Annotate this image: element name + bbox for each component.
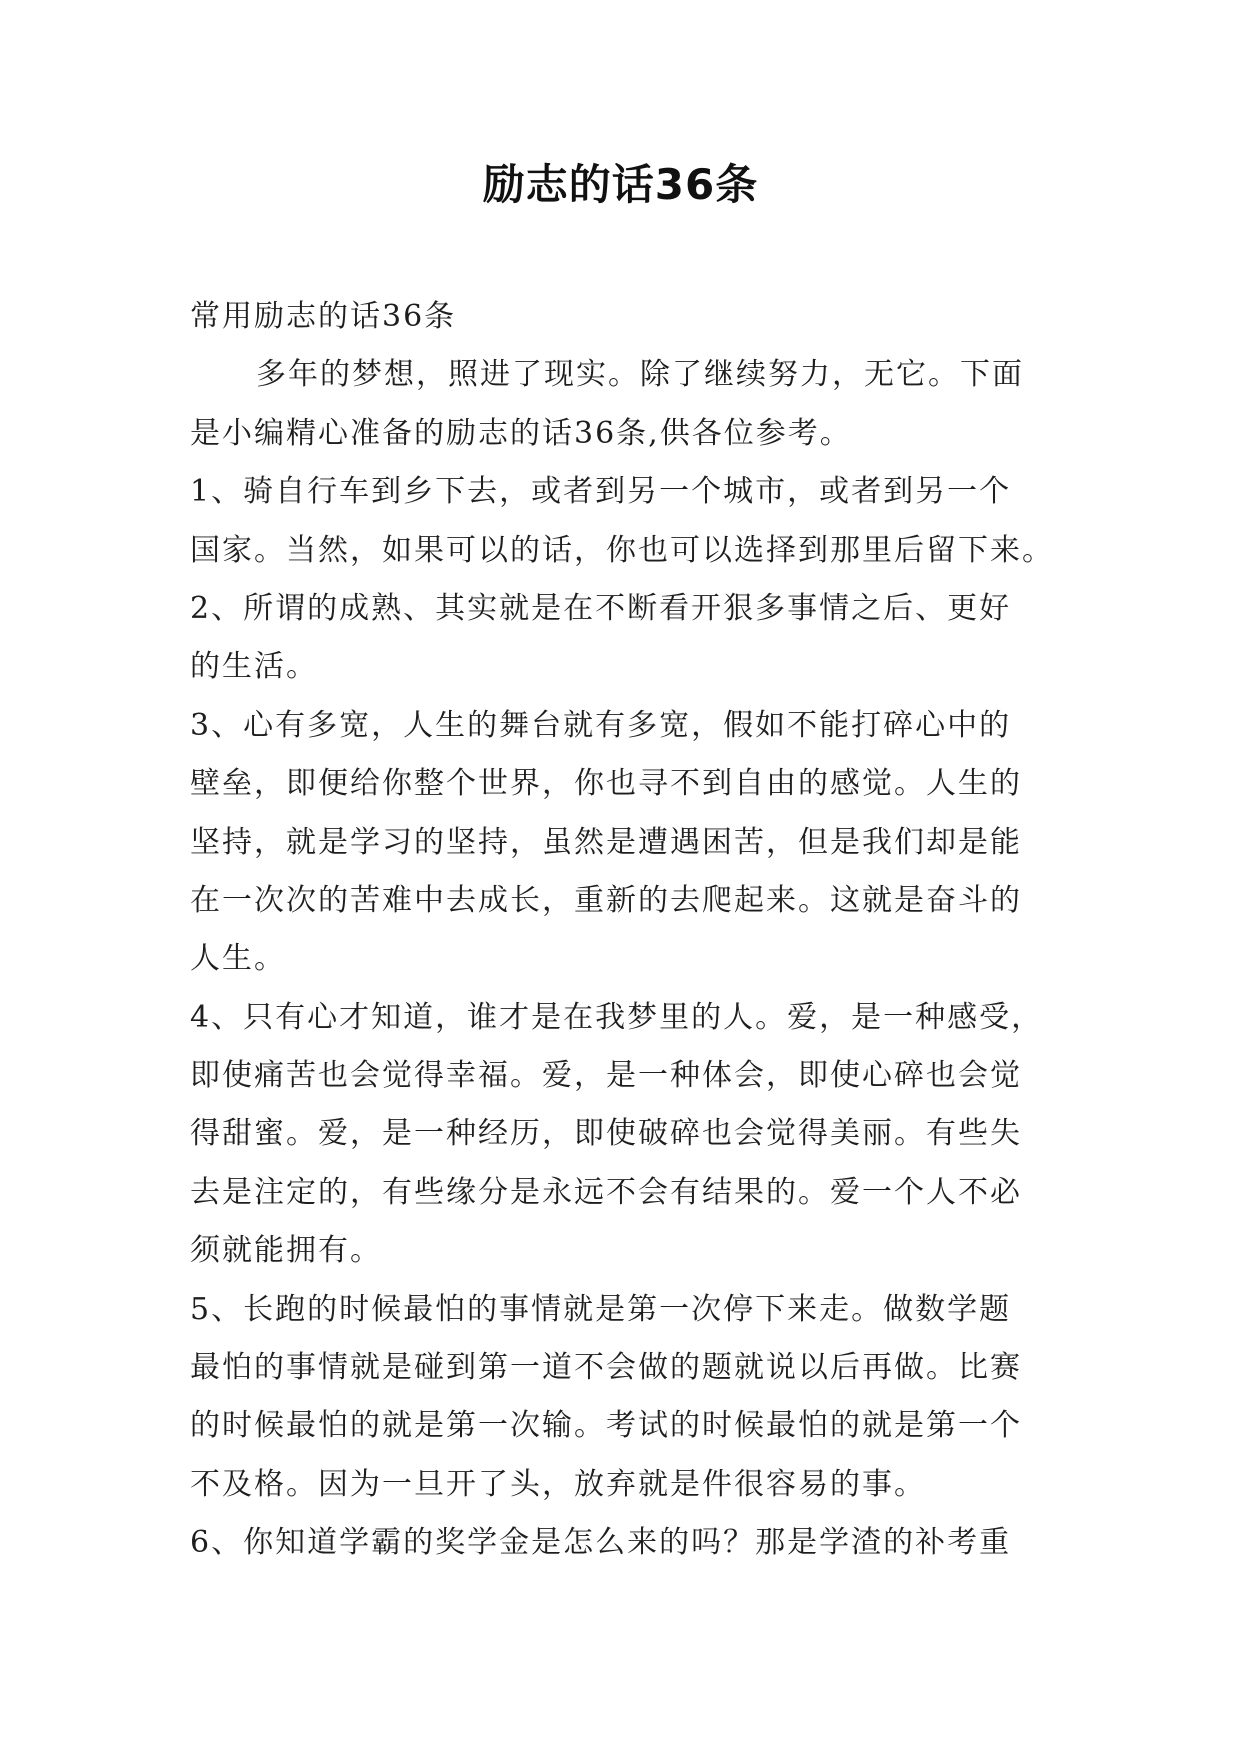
body-line: 的生活。 [190, 649, 318, 685]
body-line: 4、只有心才知道，谁才是在我梦里的人。爱，是一种感受， [190, 999, 1044, 1035]
body-line: 不及格。因为一旦开了头，放弃就是件很容易的事。 [190, 1466, 926, 1502]
body-line: 即使痛苦也会觉得幸福。爱，是一种体会，即使心碎也会觉 [190, 1058, 1022, 1094]
body-line: 多年的梦想，照进了现实。除了继续努力，无它。下面 [256, 357, 1024, 393]
body-line: 须就能拥有。 [190, 1233, 382, 1269]
body-line: 最怕的事情就是碰到第一道不会做的题就说以后再做。比赛 [190, 1350, 1022, 1386]
document-title: 励志的话36条 [482, 160, 759, 209]
body-line: 5、长跑的时候最怕的事情就是第一次停下来走。做数学题 [190, 1291, 1012, 1327]
body-line: 1、骑自行车到乡下去，或者到另一个城市，或者到另一个 [190, 474, 1012, 510]
body-line: 得甜蜜。爱，是一种经历，即使破碎也会觉得美丽。有些失 [190, 1116, 1022, 1152]
body-line: 3、心有多宽，人生的舞台就有多宽，假如不能打碎心中的 [190, 707, 1012, 743]
body-line: 2、所谓的成熟、其实就是在不断看开狠多事情之后、更好 [190, 590, 1012, 626]
document-body [190, 288, 1054, 1573]
body-line: 是小编精心准备的励志的话36条,供各位参考。 [190, 415, 852, 451]
body-line: 壁垒，即便给你整个世界，你也寻不到自由的感觉。人生的 [190, 766, 1022, 802]
body-line: 人生。 [190, 941, 286, 977]
body-line: 坚持，就是学习的坚持，虽然是遭遇困苦，但是我们却是能 [190, 824, 1022, 860]
body-line: 去是注定的，有些缘分是永远不会有结果的。爱一个人不必 [190, 1174, 1022, 1210]
body-line: 在一次次的苦难中去成长，重新的去爬起来。这就是奋斗的 [190, 882, 1022, 918]
body-line: 6、你知道学霸的奖学金是怎么来的吗？那是学渣的补考重 [190, 1525, 1012, 1561]
body-line: 国家。当然，如果可以的话，你也可以选择到那里后留下来。 [190, 532, 1054, 568]
body-line: 的时候最怕的就是第一次输。考试的时候最怕的就是第一个 [190, 1408, 1022, 1444]
body-line: 常用励志的话36条 [190, 299, 457, 334]
